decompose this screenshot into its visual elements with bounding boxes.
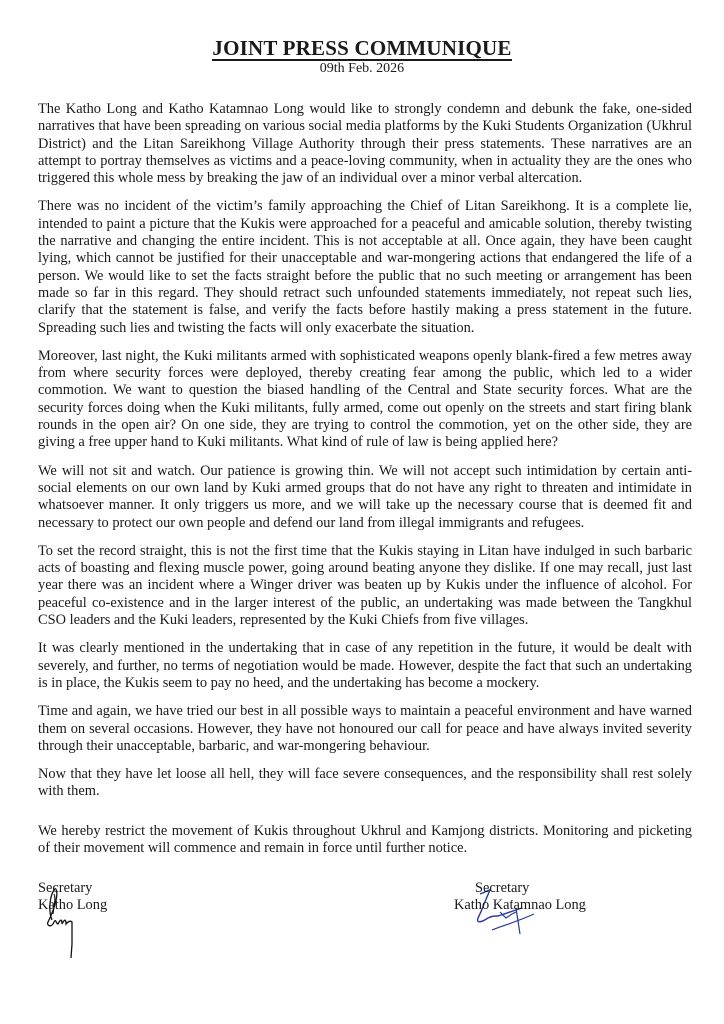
signatory-role: Secretary <box>475 880 530 896</box>
document-title <box>0 36 724 61</box>
signatory-role: Secretary <box>38 880 93 896</box>
title-text: JOINT PRESS COMMUNIQUE <box>212 36 512 60</box>
signatory-left <box>38 880 107 915</box>
paragraph-7: Time and again, we have tried our best in all possible ways to maintain a peaceful environment and have warned them on several occasions. However, they have not honoured our call for peace and have always invited severity through their unacceptable, barbaric, and war-mongering behaviour. <box>38 703 692 754</box>
paragraph-9: We hereby restrict the movement of Kukis throughout Ukhrul and Kamjong districts. Monitoring and picketing of their movement will commence and remain in force until further notice. <box>38 822 692 856</box>
signatory-organization: Katho Long <box>38 897 108 914</box>
signatory-organization: Katho Katamnao Long <box>454 897 586 914</box>
document-body <box>38 101 692 868</box>
paragraph-6: It was clearly mentioned in the undertaking that in case of any repetition in the future, it would be dealt with severely, and further, no terms of negotiation would be made. However, despite the fact that such an undertaking is in place, the Kukis seem to pay no heed, and the undertaking has become a mockery. <box>38 640 692 691</box>
paragraph-1: The Katho Long and Katho Katamnao Long would like to strongly condemn and debunk the fake, one-sided narratives that have been spreading on various social media platforms by the Kuki Students Organization (Ukhrul District) and the Litan Sareikhong Village Authority through their press statements. These narratives are an attempt to portray themselves as victims and a peace-loving community, when in actuality they are the ones who triggered this whole mess by breaking the jaw of an individual over a minor verbal altercation. <box>38 101 692 187</box>
signatory-right <box>454 880 586 915</box>
paragraph-8: Now that they have let loose all hell, they will face severe consequences, and the responsibility shall rest solely with them. <box>38 766 692 800</box>
document-date: 09th Feb. 2026 <box>319 61 405 76</box>
paragraph-2: There was no incident of the victim’s family approaching the Chief of Litan Sareikhong. It is a complete lie, intended to paint a picture that the Kukis were approached for a peaceful and amicable solution, thereby twisting the narrative and changing the entire incident. This is not acceptable at all. Once again, they have been caught lying, which cannot be justified for their unacceptable and war-mongering actions that endangered the life of a person. We would like to set the facts straight before the public that no such meeting or arrangement has been made so far in this regard. They should retract such unfounded statements immediately, not repeat such lies, clarify that the statement is false, and verify the facts before hastily making a press statement in the future. Spreading such lies and twisting the facts will only exacerbate the situation. <box>38 198 692 336</box>
paragraph-4: We will not sit and watch. Our patience is growing thin. We will not accept such intimidation by certain anti-social elements on our own land by Kuki armed groups that do not have any right to threaten and intimidate in whatsoever manner. It only triggers us more, and we will take up the necessary course that is deemed fit and necessary to protect our own people and defend our land from illegal immigrants and refugees. <box>38 462 692 531</box>
paragraph-5: To set the record straight, this is not the first time that the Kukis staying in Litan have indulged in such barbaric acts of boasting and flexing muscle power, going around beating anyone they dislike. If one may recall, just last year there was an incident where a Winger driver was beaten up by Kukis under the influence of alcohol. For peaceful co-existence and in the larger interest of the public, an undertaking was made between the Tangkhul CSO leaders and the Kuki leaders, represented by the Kuki Chiefs from five villages. <box>38 542 692 629</box>
paragraph-3: Moreover, last night, the Kuki militants armed with sophisticated weapons openly blank-fired a few metres away from where security forces were deployed, thereby creating fear among the public, which led to a wider commotion. We want to question the biased handling of the Central and State security forces. What are the security forces doing when the Kuki militants, fully armed, come out openly on the streets and start firing blank rounds in the open air? On one side, they are trying to control the commotion, yet on the other side, they are giving a free upper hand to Kuki militants. What kind of rule of law is being applied here? <box>38 347 692 451</box>
